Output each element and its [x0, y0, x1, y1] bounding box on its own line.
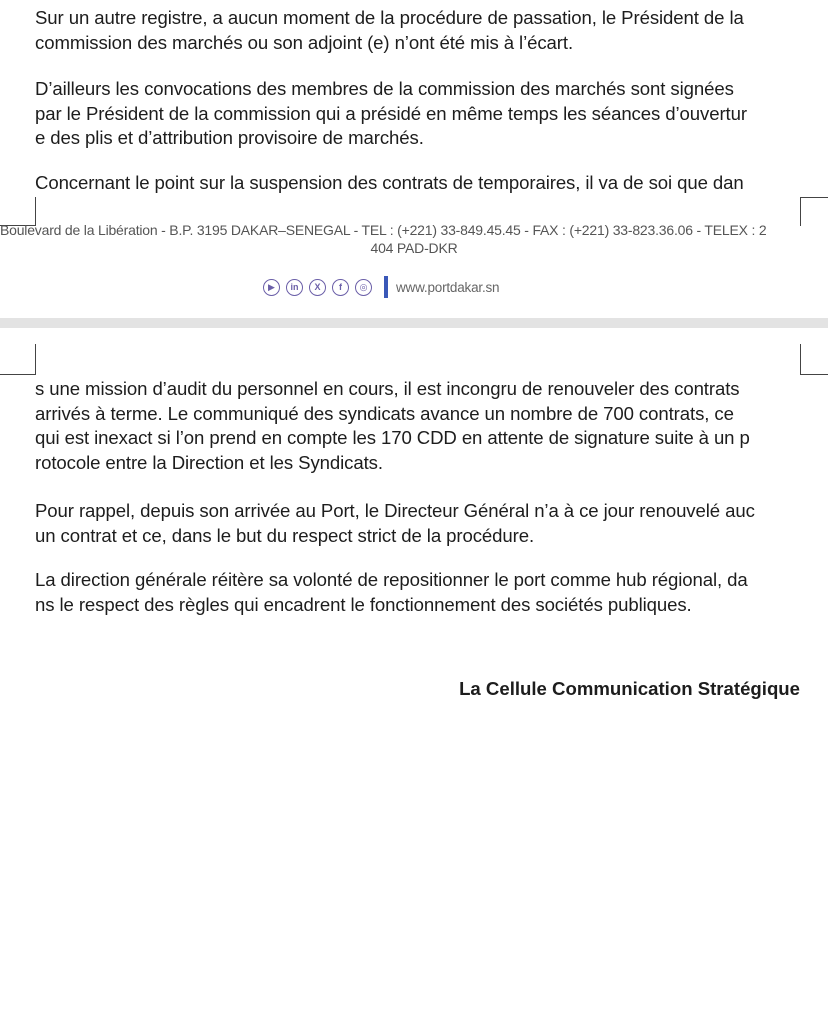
text-line: Pour rappel, depuis son arrivée au Port, le Directeur Général n’a à ce jour renouvelé auc: [35, 500, 755, 521]
text-line: commission des marchés ou son adjoint (e) n’ont été mis à l’écart.: [35, 31, 574, 53]
text-line: e des plis et d’attribution provisoire de marchés.: [35, 127, 424, 148]
x-icon[interactable]: X: [309, 279, 326, 296]
facebook-icon[interactable]: f: [332, 279, 349, 296]
address-line: Boulevard de la Libération - B.P. 3195 DAKAR–SENEGAL - TEL : (+221) 33-849.45.45 - FAX : (+221) 33-823.36.06 - TELEX : 2: [0, 222, 767, 238]
text-line: par le Président de la commission qui a présidé en même temps les séances d’ouvertur: [35, 102, 747, 124]
text-line: qui est inexact si l’on prend en compte les 170 CDD en attente de signature suite à un p: [35, 427, 750, 448]
crop-mark: [800, 344, 828, 375]
text-line: Sur un autre registre, a aucun moment de la procédure de passation, le Président de la: [35, 7, 744, 28]
youtube-icon[interactable]: ▶: [263, 279, 280, 296]
text-line: rotocole entre la Direction et les Syndicats.: [35, 451, 383, 473]
paragraph-passation: [35, 6, 805, 55]
text-line: s une mission d’audit du personnel en cours, il est incongru de renouveler des contrats: [35, 378, 740, 399]
text-line: La direction générale réitère sa volonté de repositionner le port comme hub régional, da: [35, 569, 748, 590]
divider-bar: [384, 276, 388, 298]
instagram-icon[interactable]: ◎: [355, 279, 372, 296]
paragraph-rappel: [35, 499, 805, 548]
paragraph-audit: [35, 377, 805, 475]
text-line: ns le respect des règles qui encadrent le fonctionnement des sociétés publiques.: [35, 593, 692, 615]
footer-address: [0, 221, 828, 257]
text-line: Concernant le point sur la suspension des contrats de temporaires, il va de soi que dan: [35, 172, 744, 193]
linkedin-icon[interactable]: in: [286, 279, 303, 296]
text-line: D’ailleurs les convocations des membres de la commission des marchés sont signées: [35, 78, 734, 99]
paragraph-convocations: [35, 77, 805, 151]
address-line: 404 PAD-DKR: [370, 240, 458, 256]
website-link[interactable]: www.portdakar.sn: [396, 279, 500, 295]
signature: La Cellule Communication Stratégique: [459, 678, 800, 699]
text-line: arrivés à terme. Le communiqué des syndicats avance un nombre de 700 contrats, ce: [35, 402, 734, 424]
document-page-1: [0, 0, 828, 318]
page-separator: [0, 318, 828, 328]
paragraph-direction: [35, 568, 805, 617]
text-line: un contrat et ce, dans le but du respect strict de la procédure.: [35, 524, 535, 546]
social-links: [263, 276, 499, 298]
paragraph-suspension: [35, 171, 805, 196]
crop-mark: [0, 344, 36, 375]
